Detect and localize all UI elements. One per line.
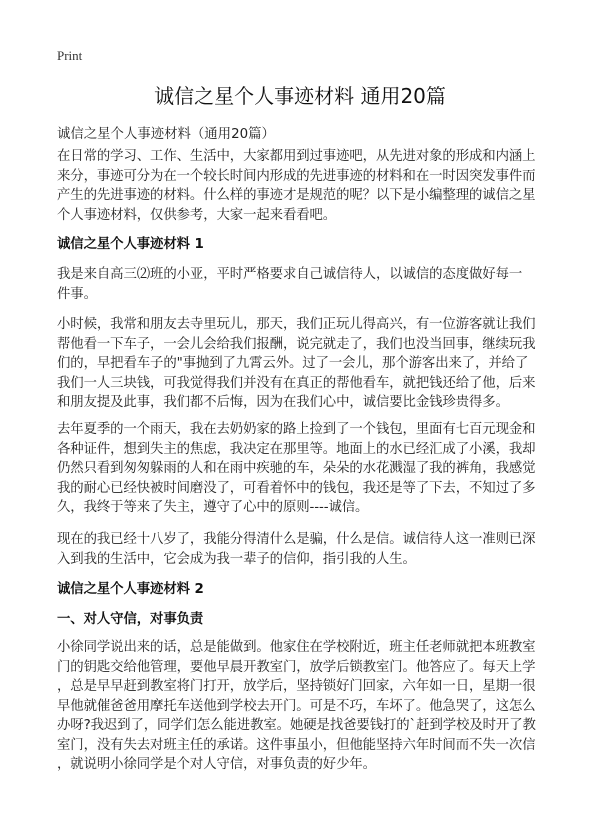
text-line: 门的钥匙交给他管理，要他早晨开教室门，放学后锁教室门。他答应了。每天上学: [57, 659, 536, 675]
text-line: 早他就催爸爸用摩托车送他到学校去开门。可是不巧，车坏了。他急哭了，这怎么: [57, 698, 536, 714]
text-line: 仍然只看到匆匆躲雨的人和在雨中疾驰的车，朵朵的水花溅湿了我的裤角，我感觉: [57, 461, 536, 476]
paragraph: [57, 638, 557, 775]
intro-paragraph: [57, 147, 557, 225]
text-line: 们的，早把看车子的"事抛到了九霄云外。过了一会儿，那个游客出来了，并给了: [57, 356, 529, 371]
text-line: 室门，没有失去对班主任的承诺。这件事虽小，但他能坚持六年时间而不失一次信: [57, 737, 536, 753]
text-line: 入到我的生活中，它会成为我一辈子的信仰，指引我的人生。: [57, 551, 416, 567]
paragraph: [57, 265, 557, 304]
text-line: 在日常的学习、工作、生活中，大家都用到过事迹吧，从先进对象的形成和内涵上: [57, 149, 536, 164]
text-line: 现在的我已经十八岁了，我能分得清什么是骗，什么是信。诚信待人这一准则已深: [57, 532, 536, 547]
text-line: 和朋友提及此事，我们都不后悔，因为在我们心中，诚信要比金钱珍贵得多。: [57, 395, 509, 410]
text-line: 我是来自高三⑵班的小亚，平时严格要求自己诚信待人，以诚信的态度做好每一: [57, 267, 523, 282]
text-line: 产生的先进事迹的材料。什么样的事迹才是规范的呢？以下是小编整理的诚信之星: [57, 188, 536, 203]
text-line: 帮他看一下车子，一会儿会给我们报酬，说完就走了，我们也没当回事，继续玩我: [57, 336, 536, 352]
text-line: 小徐同学说出来的话，总是能做到。他家住在学校附近，班主任老师就把本班教室: [57, 640, 536, 655]
text-line: ，就说明小徐同学是个对人守信，对事负责的好少年。: [57, 757, 376, 772]
text-line: 办呀?我迟到了，同学们怎么能进教室。她硬是找爸要钱打的`赶到学校及时开了教: [57, 718, 536, 733]
text-line: ，总是早早赶到教室将门打开，放学后，坚持锁好门回家，六年如一日，星期一很: [57, 679, 536, 694]
section-heading-1: 诚信之星个人事迹材料 1: [57, 237, 204, 252]
text-line: 我们一人三块钱，可我觉得我们并没有在真正的帮他看车，就把钱还给了他，后来: [57, 375, 536, 391]
text-line: 各种证件，想到失主的焦虑，我决定在那里等。地面上的水已经汇成了小溪，我却: [57, 441, 536, 457]
section-subheading: 一、对人守信，对事负责: [57, 612, 204, 627]
text-line: 我的耐心已经快被时间磨没了，可看着怀中的钱包，我还是等了下去，不知过了多: [57, 480, 536, 496]
paragraph: [57, 420, 557, 518]
document-subtitle: 诚信之星个人事迹材料（通用20篇）: [57, 127, 275, 142]
paragraph: [57, 315, 557, 413]
section-heading-2: 诚信之星个人事迹材料 2: [57, 582, 204, 597]
page-title: 诚信之星个人事迹材料 通用20篇: [154, 84, 446, 108]
text-line: 去年夏季的一个雨天，我在去奶奶家的路上捡到了一个钱包，里面有七百元现金和: [57, 422, 536, 437]
text-line: 个人事迹材料，仅供参考，大家一起来看看吧。: [57, 207, 337, 223]
text-line: 小时候，我常和朋友去寺里玩儿，那天，我们正玩儿得高兴，有一位游客就让我们: [57, 317, 536, 332]
text-line: 件事。: [57, 286, 97, 302]
print-link[interactable]: Print: [57, 48, 83, 63]
text-line: 久，我终于等来了失主，遵守了心中的原则----诚信。: [57, 500, 369, 515]
paragraph: [57, 530, 557, 569]
text-line: 来分，事迹可分为在一个较长时间内形成的先进事迹的材料和在一时因突发事件而: [57, 168, 536, 184]
